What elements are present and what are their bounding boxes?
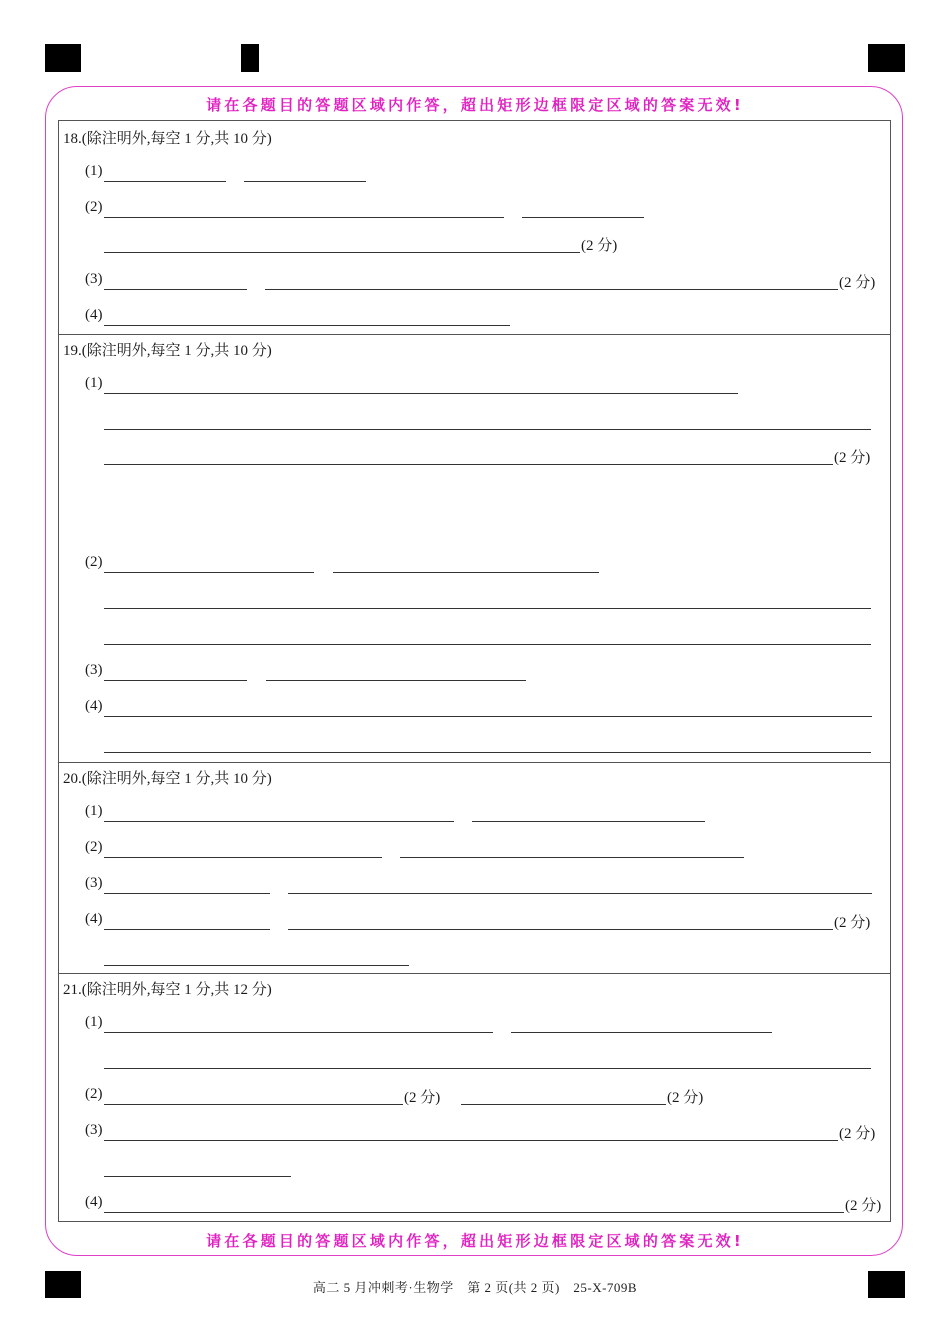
answer-blank[interactable] (104, 680, 247, 681)
part-label: (4) (85, 911, 103, 927)
q21-part-1-cont (85, 1050, 890, 1072)
answer-blank[interactable] (400, 857, 744, 858)
q20-part-3 (85, 875, 890, 897)
points-label: (2 分) (834, 915, 871, 931)
q20-part-4 (85, 911, 890, 933)
page-footer: 高二 5 月冲刺考·生物学 第 2 页(共 2 页) 25-X-709B (312, 1280, 638, 1295)
part-label: (3) (85, 875, 103, 891)
answer-blank[interactable] (266, 680, 526, 681)
q20-part-2 (85, 839, 890, 861)
points-label: (2 分) (839, 1126, 876, 1142)
registration-mark-top-left (45, 44, 81, 72)
answer-blank[interactable] (104, 289, 247, 290)
registration-mark-top-right (868, 44, 905, 72)
answer-blank[interactable] (104, 1068, 871, 1069)
question-19-heading: 19.(除注明外,每空 1 分,共 10 分) (63, 343, 272, 359)
question-20-box (58, 762, 891, 974)
part-label: (1) (85, 375, 103, 391)
q19-part-2 (85, 554, 890, 576)
question-20-heading: 20.(除注明外,每空 1 分,共 10 分) (63, 771, 272, 787)
part-label: (3) (85, 662, 103, 678)
question-19-box (58, 334, 891, 763)
q21-part-3 (85, 1122, 890, 1144)
part-label: (4) (85, 698, 103, 714)
q18-part-2 (85, 199, 890, 221)
q18-part-2-cont (85, 234, 890, 256)
part-label: (4) (85, 1194, 103, 1210)
answer-blank[interactable] (472, 821, 705, 822)
question-18-box (58, 120, 891, 335)
answer-blank[interactable] (511, 1032, 772, 1033)
bottom-warning-text: 请在各题目的答题区域内作答，超出矩形边框限定区域的答案无效! (206, 1232, 744, 1250)
answer-blank[interactable] (104, 1212, 844, 1213)
answer-blank[interactable] (288, 929, 833, 930)
points-label: (2 分) (839, 275, 876, 291)
q18-part-3 (85, 271, 890, 293)
part-label: (1) (85, 1014, 103, 1030)
q21-part-4 (85, 1194, 890, 1216)
q21-part-3-cont (85, 1158, 890, 1180)
answer-blank[interactable] (104, 965, 409, 966)
q19-part-4 (85, 698, 890, 720)
part-label: (3) (85, 1122, 103, 1138)
answer-blank[interactable] (104, 752, 871, 753)
part-label: (3) (85, 271, 103, 287)
points-label: (2 分) (667, 1090, 704, 1106)
answer-blank[interactable] (104, 608, 871, 609)
answer-blank[interactable] (104, 1176, 291, 1177)
answer-blank[interactable] (104, 1140, 838, 1141)
points-label: (2 分) (404, 1090, 441, 1106)
question-21-box (58, 973, 891, 1222)
q19-part-2-cont2 (85, 626, 890, 648)
answer-blank[interactable] (104, 252, 580, 253)
top-warning-text: 请在各题目的答题区域内作答，超出矩形边框限定区域的答案无效! (206, 96, 744, 114)
answer-blank[interactable] (104, 181, 226, 182)
q19-part-1 (85, 375, 890, 397)
answer-blank[interactable] (244, 181, 366, 182)
answer-blank[interactable] (104, 929, 270, 930)
answer-blank[interactable] (104, 644, 871, 645)
points-label: (2 分) (581, 238, 618, 254)
q21-part-1 (85, 1014, 890, 1036)
question-18-heading: 18.(除注明外,每空 1 分,共 10 分) (63, 131, 272, 147)
q19-part-1-cont (85, 411, 890, 433)
answer-blank[interactable] (104, 325, 510, 326)
points-label: (2 分) (834, 450, 871, 466)
q20-part-4-cont (85, 947, 890, 969)
part-label: (1) (85, 803, 103, 819)
q21-part-2 (85, 1086, 890, 1108)
answer-blank[interactable] (288, 893, 872, 894)
q20-part-1 (85, 803, 890, 825)
question-21-heading: 21.(除注明外,每空 1 分,共 12 分) (63, 982, 272, 998)
q19-part-3 (85, 662, 890, 684)
q18-part-1 (85, 163, 890, 185)
answer-blank[interactable] (104, 429, 871, 430)
part-label: (1) (85, 163, 103, 179)
answer-blank[interactable] (333, 572, 599, 573)
part-label: (2) (85, 199, 103, 215)
q18-part-4 (85, 307, 890, 329)
answer-blank[interactable] (104, 572, 314, 573)
q19-part-1-cont2 (85, 446, 890, 468)
registration-mark-top-center (241, 44, 259, 72)
answer-blank[interactable] (104, 716, 872, 717)
part-label: (2) (85, 839, 103, 855)
answer-blank[interactable] (104, 857, 382, 858)
part-label: (2) (85, 554, 103, 570)
answer-blank[interactable] (104, 1104, 403, 1105)
answer-blank[interactable] (522, 217, 644, 218)
answer-blank[interactable] (461, 1104, 666, 1105)
answer-blank[interactable] (265, 289, 838, 290)
answer-blank[interactable] (104, 821, 454, 822)
answer-blank[interactable] (104, 393, 738, 394)
part-label: (2) (85, 1086, 103, 1102)
q19-part-2-cont (85, 590, 890, 612)
points-label: (2 分) (845, 1198, 882, 1214)
answer-blank[interactable] (104, 217, 504, 218)
part-label: (4) (85, 307, 103, 323)
answer-blank[interactable] (104, 893, 270, 894)
answer-blank[interactable] (104, 1032, 493, 1033)
q19-part-4-cont (85, 734, 890, 756)
answer-blank[interactable] (104, 464, 833, 465)
